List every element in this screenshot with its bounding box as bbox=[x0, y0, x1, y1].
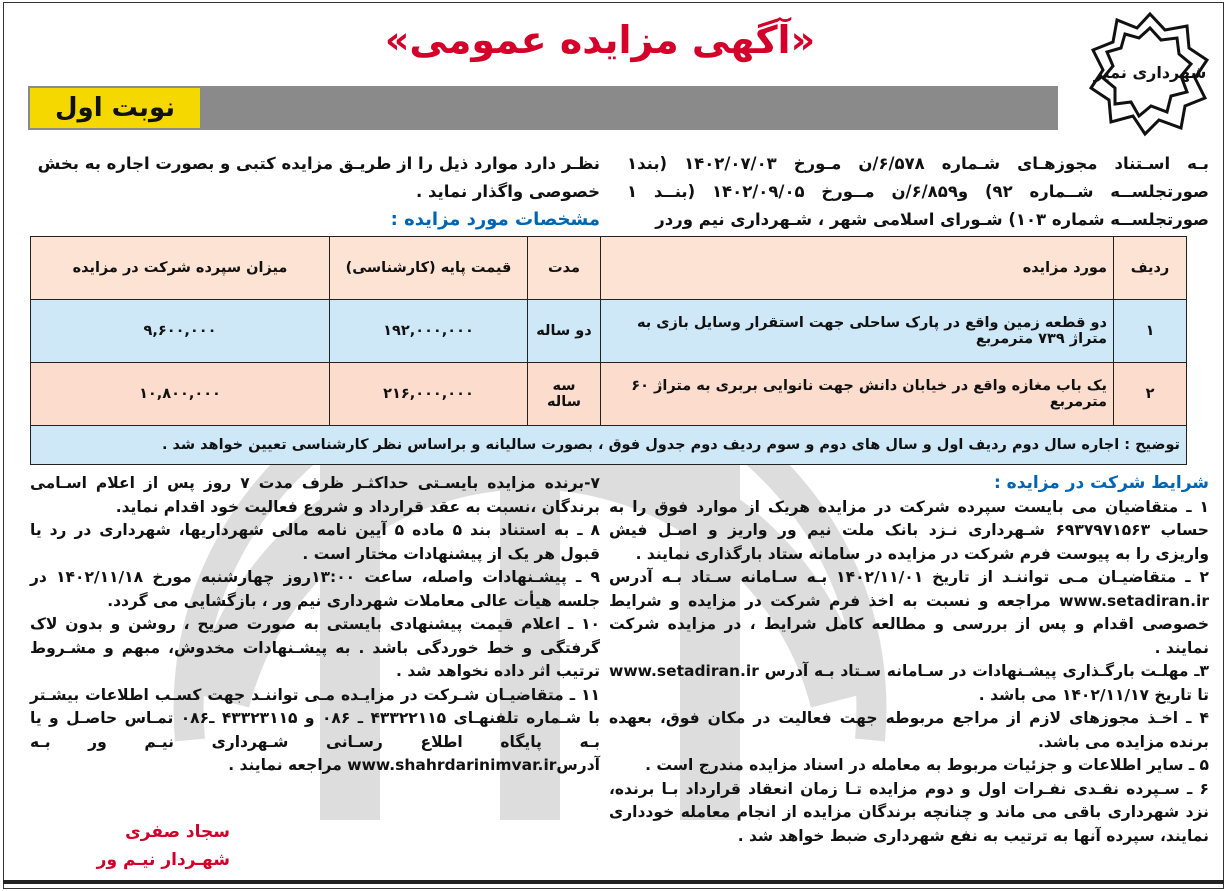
municipality-logo-icon bbox=[1085, 8, 1215, 138]
condition-item: ۶ ـ سـپرده نقـدی نفـرات اول و دوم مزایده تـا زمان انعقاد قرارداد بـا برنده، نزد شهرداری باقی می ماند و چنانچه برندگان مزایده از انجام معامله خودداری نمایند، سپرده آنها به ترتیب به نفع شهرداری ضبط خواهد شد . bbox=[609, 779, 1209, 845]
condition-item: ۹ ـ پیشـنهادات واصله، ساعت ۱۳:۰۰روز چهارشنبه مورخ ۱۴۰۲/۱۱/۱۸ در جلسه هیأت عالی معاملات شهرداری نیم ور ، بازگشایی می گردد. bbox=[30, 568, 600, 610]
table-row bbox=[31, 300, 1187, 363]
conditions-right bbox=[609, 472, 1209, 848]
row-num: ۱ bbox=[1114, 300, 1187, 363]
row-subject: یک باب مغازه واقع در خیابان دانش جهت نانوایی بربری به متراژ ۶۰ مترمربع bbox=[601, 363, 1114, 426]
condition-item: ۲ ـ متقاضیـان مـی تواننـد از تاریخ ۱۴۰۲/۱۱/۰۱ بـه سـامانه سـتاد بـه آدرس www.setadiran.ir مراجعه و نسبت به اخذ فرم شرکت در مزایده و شرایط خصوصی اقدام و پس از بررسی و مطالعه کامل شرایط ، در مزایده شرکت نمایند . bbox=[609, 568, 1209, 657]
table-header-row bbox=[31, 237, 1187, 300]
table-row bbox=[31, 363, 1187, 426]
intro-left-text: نظـر دارد موارد ذیل را از طریـق مزایده کتبی و بصورت اجاره به بخش خصوصی واگذار نماید . bbox=[37, 154, 600, 201]
table-note: توضیح : اجاره سال دوم ردیف اول و سال های دوم و سوم ردیف دوم جدول فوق ، بصورت سالیانه و براساس نظر کارشناسی تعیین خواهد شد . bbox=[31, 426, 1187, 465]
header-duration: مدت bbox=[528, 237, 601, 300]
header-deposit: میزان سپرده شرکت در مزایده bbox=[31, 237, 330, 300]
logo-text: شهرداری نمیر bbox=[1093, 63, 1207, 82]
auction-table bbox=[30, 236, 1187, 465]
condition-item: ۸ ـ به استناد بند ۵ ماده ۵ آیین نامه مالی شهرداریها، شهرداری در رد یا قبول هر یک از پیشنهادات مختار است . bbox=[30, 521, 600, 563]
signature-block bbox=[30, 818, 230, 874]
page-title: «آگهی مزایده عمومی» bbox=[384, 18, 816, 62]
row-deposit: ۹,۶۰۰,۰۰۰ bbox=[31, 300, 330, 363]
header-num: ردیف bbox=[1114, 237, 1187, 300]
bottom-divider bbox=[3, 880, 1224, 884]
row-price: ۲۱۶,۰۰۰,۰۰۰ bbox=[330, 363, 528, 426]
conditions-heading: شرایط شرکت در مزایده : bbox=[993, 473, 1209, 493]
condition-item: ۴ ـ اخـذ مجوزهای لازم از مراجع مربوطه جهت فعالیت در مکان فوق، بعهده برنده مزایده می باشد. bbox=[609, 709, 1209, 751]
condition-item: ۷-برنده مزایده بایسـتی حداکثـر ظرف مدت ۷ روز پس از اعلام اسـامی برندگان ،نسبت به عقد قرارداد و شروع فعالیت خود اقدام نماید. bbox=[30, 474, 600, 516]
condition-item: ۵ ـ سایر اطلاعات و جزئیات مربوط به معامله در اسناد مزایده مندرج است . bbox=[645, 756, 1209, 774]
row-price: ۱۹۲,۰۰۰,۰۰۰ bbox=[330, 300, 528, 363]
row-deposit: ۱۰,۸۰۰,۰۰۰ bbox=[31, 363, 330, 426]
condition-item: ۳ـ مهلـت بارگـذاری پیشـنهادات در سـامانه سـتاد بـه آدرس www.setadiran.ir تا تاریخ ۱۴۰۲/۱۱/۱۷ می باشد . bbox=[609, 662, 1209, 704]
conditions-left bbox=[30, 472, 600, 778]
row-num: ۲ bbox=[1114, 363, 1187, 426]
table-note-row bbox=[31, 426, 1187, 465]
row-duration: دو ساله bbox=[528, 300, 601, 363]
turn-badge: نوبت اول bbox=[30, 88, 200, 128]
condition-item: ۱۰ ـ اعلام قیمت پیشنهادی بایستی به صورت صریح ، روشن و بدون لاک گرفتگی و خط خوردگی باشد . به پیشـنهادات مخدوش، مبهم و مشـروط ترتیب اثر داده نخواهد شد . bbox=[30, 615, 600, 680]
intro-right: بـه اسـتناد مجوزهـای شـماره ۶/۵۷۸/ن مـورخ ۱۴۰۲/۰۷/۰۳ (بند۱ صورتجلســه شــماره ۹۲) و۶/۸۵۹/ن مــورخ ۱۴۰۲/۰۹/۰۵ (بنــد ۱ صورتجلســه شماره ۱۰۳) شـورای اسلامی شهر ، شـهرداری نیم وردر bbox=[627, 154, 1209, 229]
row-subject: دو قطعه زمین واقع در پارک ساحلی جهت استقرار وسایل بازی به متراژ ۷۳۹ مترمربع bbox=[601, 300, 1114, 363]
specs-heading: مشخصات مورد مزایده : bbox=[390, 209, 600, 230]
signature-name: سجاد صفری bbox=[125, 822, 230, 842]
condition-item: ۱ ـ متقاضیان می بایست سپرده شرکت در مزایده هریک از موارد فوق را به حساب ۶۹۳۷۹۷۱۵۶۳ شـهرداری نـزد بانک ملت نیم ور واریز و اصـل فیش واریزی را به پیوست فرم شرکت در مزایده در سامانه ستاد بارگذاری نمایند . bbox=[609, 497, 1209, 563]
row-duration: سه ساله bbox=[528, 363, 601, 426]
header-subject: مورد مزایده bbox=[601, 237, 1114, 300]
condition-item: ۱۱ ـ متقاضیـان شـرکت در مزایـده مـی تواننـد جهت کسـب اطلاعات بیشـتر با شـماره تلفنهـای ۴۳۳۲۲۱۱۵ ـ ۰۸۶ و ۴۳۳۲۳۱۱۵ ـ۰۸۶ تمـاس حاصـل و یا بـه پایگاه اطلاع رسـانی شـهرداری نیـم ور بـه آدرسwww.shahrdarinimvar.ir مراجعه نمایند . bbox=[30, 685, 601, 774]
signature-role: شهـردار نیـم ور bbox=[96, 850, 230, 870]
header-price: قیمت پایه (کارشناسی) bbox=[330, 237, 528, 300]
intro-left bbox=[30, 150, 600, 234]
